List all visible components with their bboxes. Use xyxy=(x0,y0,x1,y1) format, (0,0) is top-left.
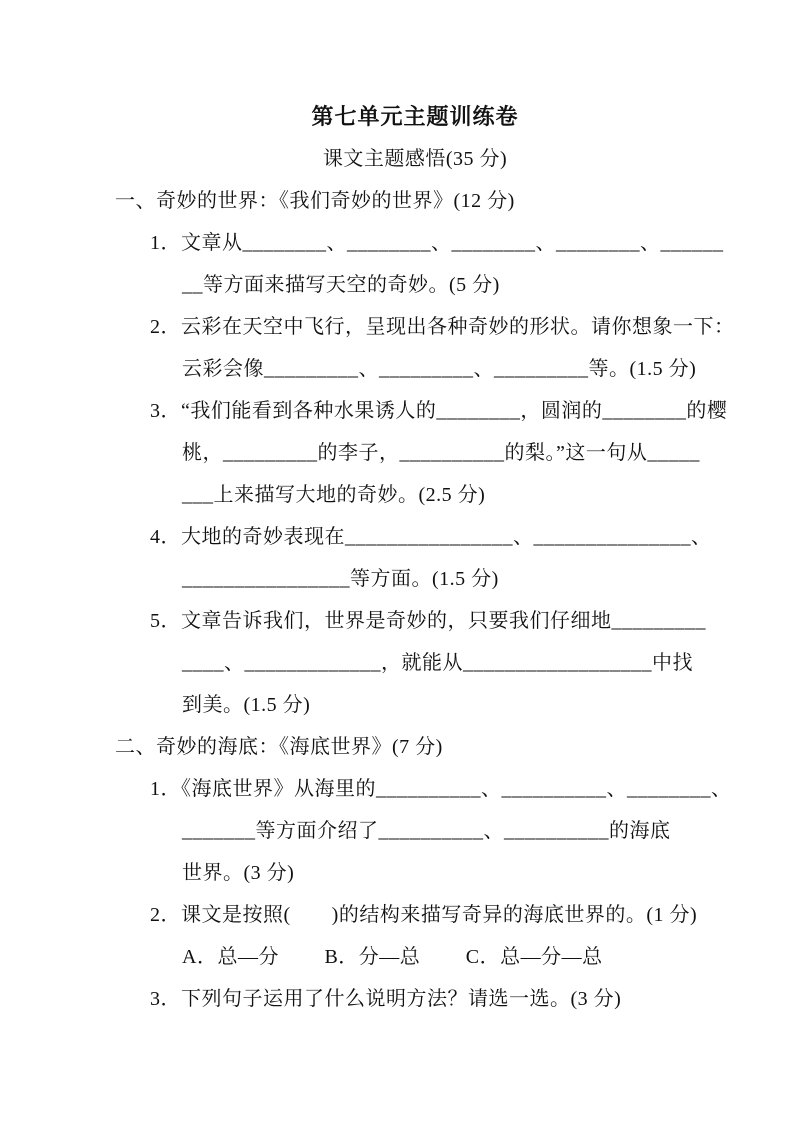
s1-question-5-line-2: ____、_____________，就能从__________________中找 xyxy=(182,652,693,674)
s1-question-1-line-2: __等方面来描写天空的奇妙。(5 分) xyxy=(182,274,500,296)
s1-question-3-line-2: 桃，_________的李子，__________的梨。”这一句从_____ xyxy=(182,442,700,464)
s1-question-2-line-2: 云彩会像_________、_________、_________等。(1.5 分) xyxy=(182,358,697,380)
s1-question-2-line-1: 2．云彩在天空中飞行，呈现出各种奇妙的形状。请你想象一下： xyxy=(150,316,735,338)
page-title: 第七单元主题训练卷 xyxy=(311,104,519,129)
s2-question-1-line-2: _______等方面介绍了__________、__________的海底 xyxy=(182,820,671,842)
s1-question-4-line-2: ________________等方面。(1.5 分) xyxy=(182,568,499,590)
s1-question-3-line-1: 3．“我们能看到各种水果诱人的________，圆润的________的樱 xyxy=(150,400,728,422)
choice-option-a: A．总—分 xyxy=(182,946,279,968)
s2-question-1-line-3: 世界。(3 分) xyxy=(182,862,295,884)
s1-question-5-line-1: 5．文章告诉我们，世界是奇妙的，只要我们仔细地_________ xyxy=(150,610,706,632)
s1-question-1-line-1: 1．文章从________、________、________、________、______ xyxy=(150,232,724,254)
exam-content xyxy=(115,96,735,1020)
s2-question-2-line-1: 2．课文是按照( )的结构来描写奇异的海底世界的。(1 分) xyxy=(150,904,698,926)
s2-question-2-choices xyxy=(182,936,715,978)
choice-option-b: B．分—总 xyxy=(324,946,421,968)
section-2-heading: 二、奇妙的海底：《海底世界》(7 分) xyxy=(115,736,443,758)
section-1-heading: 一、奇妙的世界：《我们奇妙的世界》(12 分) xyxy=(115,190,515,212)
s1-question-4-line-1: 4．大地的奇妙表现在________________、_______________、 xyxy=(150,526,712,548)
choice-option-c: C．总—分—总 xyxy=(465,946,603,968)
s1-question-5-line-3: 到美。(1.5 分) xyxy=(182,694,311,716)
s2-question-1-line-1: 1．《海底世界》从海里的__________、__________、________、 xyxy=(150,778,732,800)
s2-question-3-line-1: 3．下列句子运用了什么说明方法？请选一选。(3 分) xyxy=(150,988,622,1010)
s1-question-3-line-3: ___上来描写大地的奇妙。(2.5 分) xyxy=(182,484,486,506)
part-subtitle: 课文主题感悟(35 分) xyxy=(322,148,508,170)
